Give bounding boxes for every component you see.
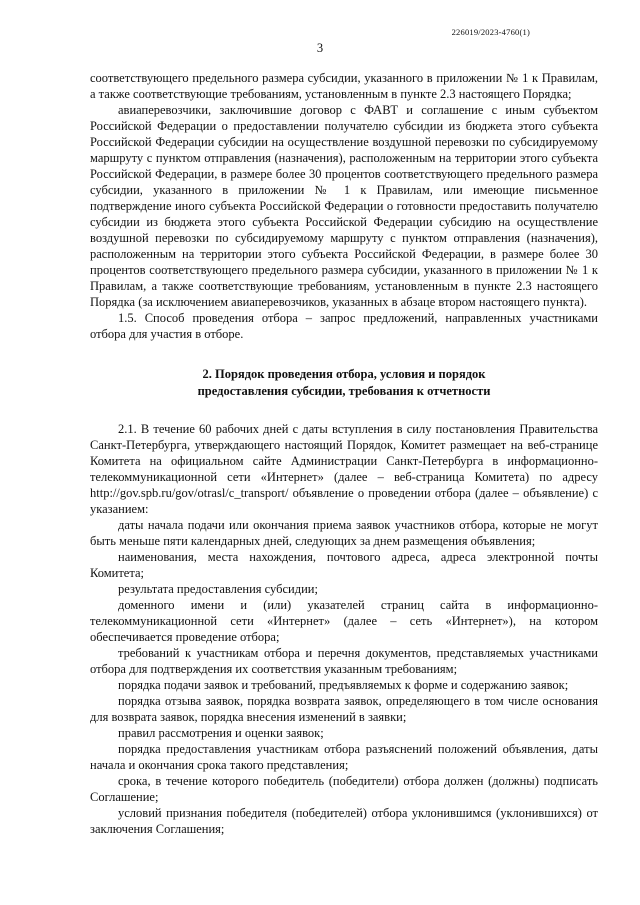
list-item: условий признания победителя (победителей) отбора уклонившимся (уклонившихся) от заключения Соглашения; — [90, 806, 598, 836]
list-item: требований к участникам отбора и перечня документов, представляемых участниками отбора для подтверждения их соответствия указанным требованиям; — [90, 646, 598, 676]
list-item: наименования, места нахождения, почтового адреса, адреса электронной почты Комитета; — [90, 550, 598, 580]
paragraph: 1.5. Способ проведения отбора – запрос предложений, направленных участниками отбора для участия в отборе. — [90, 311, 598, 341]
list-item: порядка отзыва заявок, порядка возврата заявок, определяющего в том числе основания для возврата заявок, порядка внесения изменений в заявки; — [90, 694, 598, 724]
paragraph: 2.1. В течение 60 рабочих дней с даты вступления в силу постановления Правительства Санкт-Петербурга, утверждающего настоящий Порядок, Комитет размещает на веб-странице Комитета на официальном сайте Администрации Санкт-Петербурга в информационно-телекоммуникационной сети «Интернет» (далее – веб-страница Комитета) по адресу http://gov.spb.ru/gov/otrasl/c_transport/ объявление о проведении отбора (далее – объявление) с указанием: — [90, 422, 598, 516]
list-item: доменного имени и (или) указателей страниц сайта в информационно-телекоммуникационной сети «Интернет» (далее – сеть «Интернет»), на котором обеспечивается проведение отбора; — [90, 598, 598, 644]
document-id: 226019/2023-4760(1) — [451, 27, 530, 37]
list-item: порядка предоставления участникам отбора разъяснений положений объявления, даты начала и окончания срока такого представления; — [90, 742, 598, 772]
paragraph: авиаперевозчики, заключившие договор с ФАВТ и соглашение с иным субъектом Российской Федерации о предоставлении получателю субсидии из бюджета этого субъекта Российской Федерации субсидии на осуществление воздушной перевозки по субсидируемому маршруту с пунктом отправления (назначения), расположенным на территории этого субъекта Российской Федерации, в размере более 30 процентов соответствующего предельного размера субсидии, указанного в приложении № 1 к Правилам, или имеющие письменное подтверждение иного субъекта Российской Федерации о готовности предоставить получателю субсидии из бюджета этого субъекта Российской Федерации субсидию на осуществление воздушной перевозки по субсидируемому маршруту с пунктом отправления (назначения), расположенным на территории этого субъекта Российской Федерации, в размере более 30 процентов соответствующего предельного размера субсидии, указанного в приложении № 1 к Правилам, а также соответствующие требованиям, установленным в пункте 2.3 настоящего Порядка (за исключением авиаперевозчиков, указанных в абзаце втором настоящего пункта). — [90, 103, 598, 309]
list-item: порядка подачи заявок и требований, предъявляемых к форме и содержанию заявок; — [118, 678, 569, 692]
document-body — [90, 70, 598, 837]
list-item: правил рассмотрения и оценки заявок; — [118, 726, 324, 740]
list-item: результата предоставления субсидии; — [118, 582, 318, 596]
list-item: даты начала подачи или окончания приема заявок участников отбора, которые не могут быть меньше пяти календарных дней, следующих за днем размещения объявления; — [90, 518, 598, 548]
section-heading-line: предоставления субсидии, требования к отчетности — [197, 384, 491, 398]
paragraph: соответствующего предельного размера субсидии, указанного в приложении № 1 к Правилам, а также соответствующие требованиям, установленным в пункте 2.3 настоящего Порядка; — [90, 71, 598, 101]
list-item: срока, в течение которого победитель (победители) отбора должен (должны) подписать Соглашение; — [90, 774, 598, 804]
section-heading — [90, 366, 598, 400]
section-heading-line: 2. Порядок проведения отбора, условия и порядок — [202, 367, 486, 381]
page-number: 3 — [316, 41, 324, 55]
